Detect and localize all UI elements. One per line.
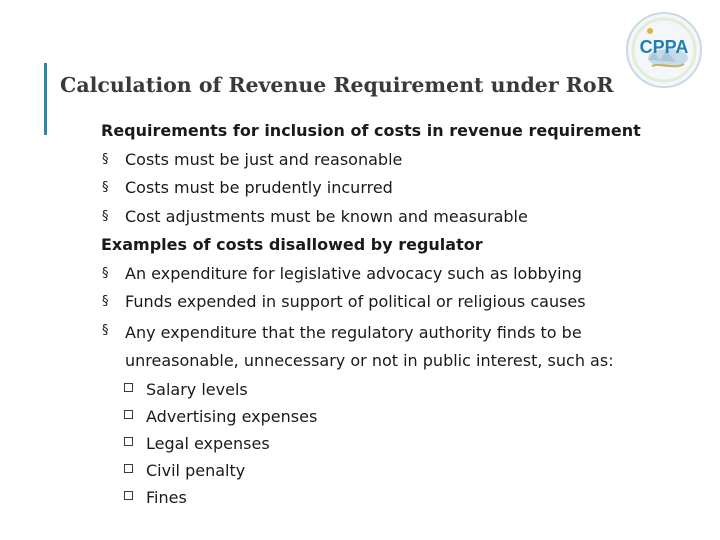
slide-title: Calculation of Revenue Requirement under RoR bbox=[60, 73, 614, 97]
bullet-section-icon: § bbox=[102, 180, 109, 195]
bullet-section-icon: § bbox=[102, 294, 109, 309]
bullet-item bbox=[101, 146, 701, 175]
square-bullet-icon bbox=[124, 410, 133, 419]
bullet-section-icon: § bbox=[102, 208, 109, 224]
sub-bullet-item bbox=[101, 403, 701, 430]
bullet-section-icon: § bbox=[102, 151, 109, 167]
sub-bullet-text: Civil penalty bbox=[146, 460, 246, 480]
bullet-item bbox=[101, 174, 701, 203]
sub-bullet-text: Legal expenses bbox=[146, 433, 270, 453]
bullet-section-icon: § bbox=[102, 322, 109, 338]
bullet-text: An expenditure for legislative advocacy such as lobbying bbox=[125, 263, 582, 283]
bullet-item bbox=[101, 203, 701, 232]
section-heading-requirements: Requirements for inclusion of costs in revenue requirement bbox=[101, 121, 641, 140]
bullet-text: Funds expended in support of political or religious causes bbox=[125, 292, 586, 311]
sub-bullet-item bbox=[101, 457, 701, 484]
sub-bullet-item bbox=[101, 484, 701, 511]
sub-bullet-text: Salary levels bbox=[146, 379, 248, 399]
title-accent-bar bbox=[44, 63, 47, 135]
bullet-text: Cost adjustments must be known and measurable bbox=[125, 206, 528, 226]
square-bullet-icon bbox=[124, 383, 133, 392]
square-bullet-icon bbox=[124, 491, 133, 500]
bullet-item bbox=[101, 260, 701, 289]
cppa-logo bbox=[624, 10, 704, 90]
slide-body bbox=[101, 117, 701, 511]
square-bullet-icon bbox=[124, 437, 133, 446]
square-bullet-icon bbox=[124, 464, 133, 473]
bullet-item bbox=[101, 317, 701, 376]
bullet-item bbox=[101, 288, 701, 317]
bullet-text: Any expenditure that the regulatory authority finds to be unreasonable, unnecessary or not in public interest, such as: bbox=[125, 322, 614, 370]
bullet-text: Costs must be prudently incurred bbox=[125, 178, 393, 197]
sub-bullet-item bbox=[101, 430, 701, 457]
sub-bullet-text: Fines bbox=[146, 487, 187, 507]
bullet-section-icon: § bbox=[102, 265, 109, 281]
sub-bullet-item bbox=[101, 376, 701, 403]
logo-text: CPPA bbox=[639, 37, 689, 57]
section-heading-disallowed: Examples of costs disallowed by regulator bbox=[101, 235, 483, 254]
sub-bullet-text: Advertising expenses bbox=[146, 406, 318, 426]
bullet-text: Costs must be just and reasonable bbox=[125, 149, 403, 169]
